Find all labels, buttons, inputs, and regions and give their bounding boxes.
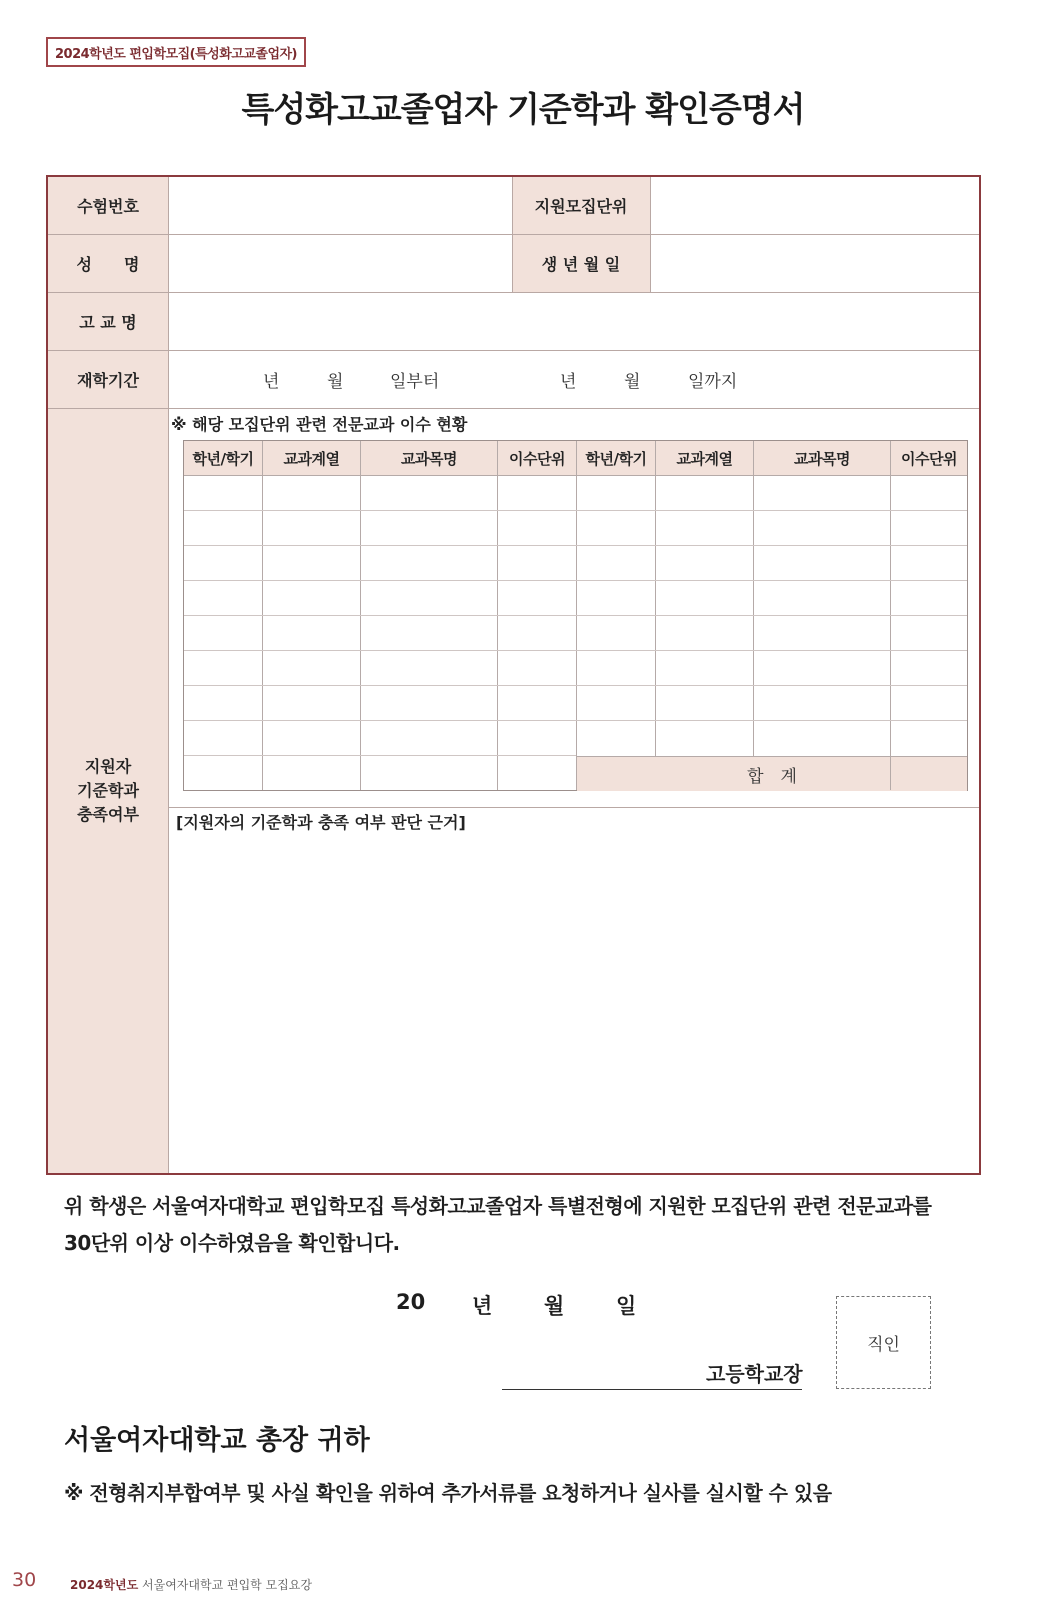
total-label: 합 계 (747, 766, 797, 787)
school-label: 고 교 명 (48, 293, 168, 350)
name-field[interactable] (169, 235, 511, 292)
course-header: 교과계열 (656, 441, 753, 475)
course-header: 교과계열 (263, 441, 360, 475)
confirmation-line-2: 30단위 이상 이수하였음을 확인합니다. (64, 1231, 400, 1255)
form-divider (168, 807, 979, 808)
unit-label: 지원모집단위 (512, 177, 650, 234)
table-divider (184, 755, 576, 756)
course-table (183, 440, 968, 791)
form-divider (48, 350, 979, 351)
unit-field[interactable] (651, 177, 979, 234)
footer-year: 2024학년도 (70, 1578, 139, 1592)
table-divider (184, 685, 967, 686)
confirmation-line-1: 위 학생은 서울여자대학교 편입학모집 특성화고교졸업자 특별전형에 지원한 모집단위 관련 전문교과를 (64, 1194, 932, 1218)
table-divider (184, 545, 967, 546)
school-field[interactable] (169, 293, 979, 350)
table-divider (753, 441, 754, 756)
page-title: 특성화고교졸업자 기준학과 확인증명서 (241, 90, 805, 130)
period-from-day: 일부터 (390, 372, 440, 392)
period-from-month: 월 (327, 372, 344, 392)
form-divider (512, 177, 513, 293)
table-divider (184, 510, 967, 511)
header-tag: 2024학년도 편입학모집(특성화고교졸업자) (46, 37, 306, 67)
notice: ※ 전형취지부합여부 및 사실 확인을 위하여 추가서류를 요청하거나 실사를 실시할 수 있음 (64, 1481, 832, 1505)
page-number: 30 (12, 1569, 37, 1591)
birth-field[interactable] (651, 235, 979, 292)
period-to-day: 일까지 (688, 372, 738, 392)
course-header: 학년/학기 (184, 441, 262, 475)
course-header: 교과목명 (361, 441, 497, 475)
addressee: 서울여자대학교 총장 귀하 (64, 1425, 370, 1456)
signature-line (502, 1389, 802, 1390)
course-header: 교과목명 (754, 441, 890, 475)
table-divider (184, 650, 967, 651)
birth-label: 생 년 월 일 (512, 235, 650, 292)
name-label: 성 명 (48, 235, 168, 292)
seal-box (836, 1296, 931, 1389)
period-to-year: 년 (560, 372, 577, 392)
table-divider (184, 615, 967, 616)
course-header: 이수단위 (891, 441, 967, 475)
date-prefix: 20 (396, 1290, 426, 1314)
basis-label: [지원자의 기준학과 충족 여부 판단 근거] (176, 813, 466, 832)
seal-label: 직인 (867, 1335, 900, 1355)
criteria-label-line-1: 지원자 (84, 757, 132, 776)
period-to-month: 월 (624, 372, 641, 392)
exam-number-label: 수험번호 (48, 177, 168, 234)
footer (70, 1576, 312, 1593)
date-month: 월 (544, 1294, 565, 1318)
criteria-label-line-3: 충족여부 (77, 805, 139, 824)
criteria-label (48, 409, 168, 1173)
table-divider (184, 720, 967, 721)
date-year: 년 (472, 1294, 493, 1318)
table-divider (184, 475, 967, 476)
course-header: 이수단위 (498, 441, 576, 475)
confirmation-text (64, 1188, 984, 1262)
table-divider (655, 441, 656, 756)
total-row (577, 756, 967, 791)
course-header: 학년/학기 (577, 441, 655, 475)
exam-number-field[interactable] (169, 177, 511, 234)
principal-label: 고등학교장 (706, 1362, 803, 1386)
form-divider (48, 408, 979, 409)
footer-text: 서울여자대학교 편입학 모집요강 (142, 1578, 312, 1592)
period-from-year: 년 (263, 372, 280, 392)
table-divider (184, 580, 967, 581)
table-divider (890, 756, 891, 790)
basis-field[interactable] (169, 836, 979, 1172)
criteria-label-line-2: 기준학과 (77, 781, 139, 800)
date-day: 일 (616, 1294, 637, 1318)
period-label: 재학기간 (48, 351, 168, 408)
course-note: ※ 해당 모집단위 관련 전문교과 이수 현황 (171, 415, 468, 434)
